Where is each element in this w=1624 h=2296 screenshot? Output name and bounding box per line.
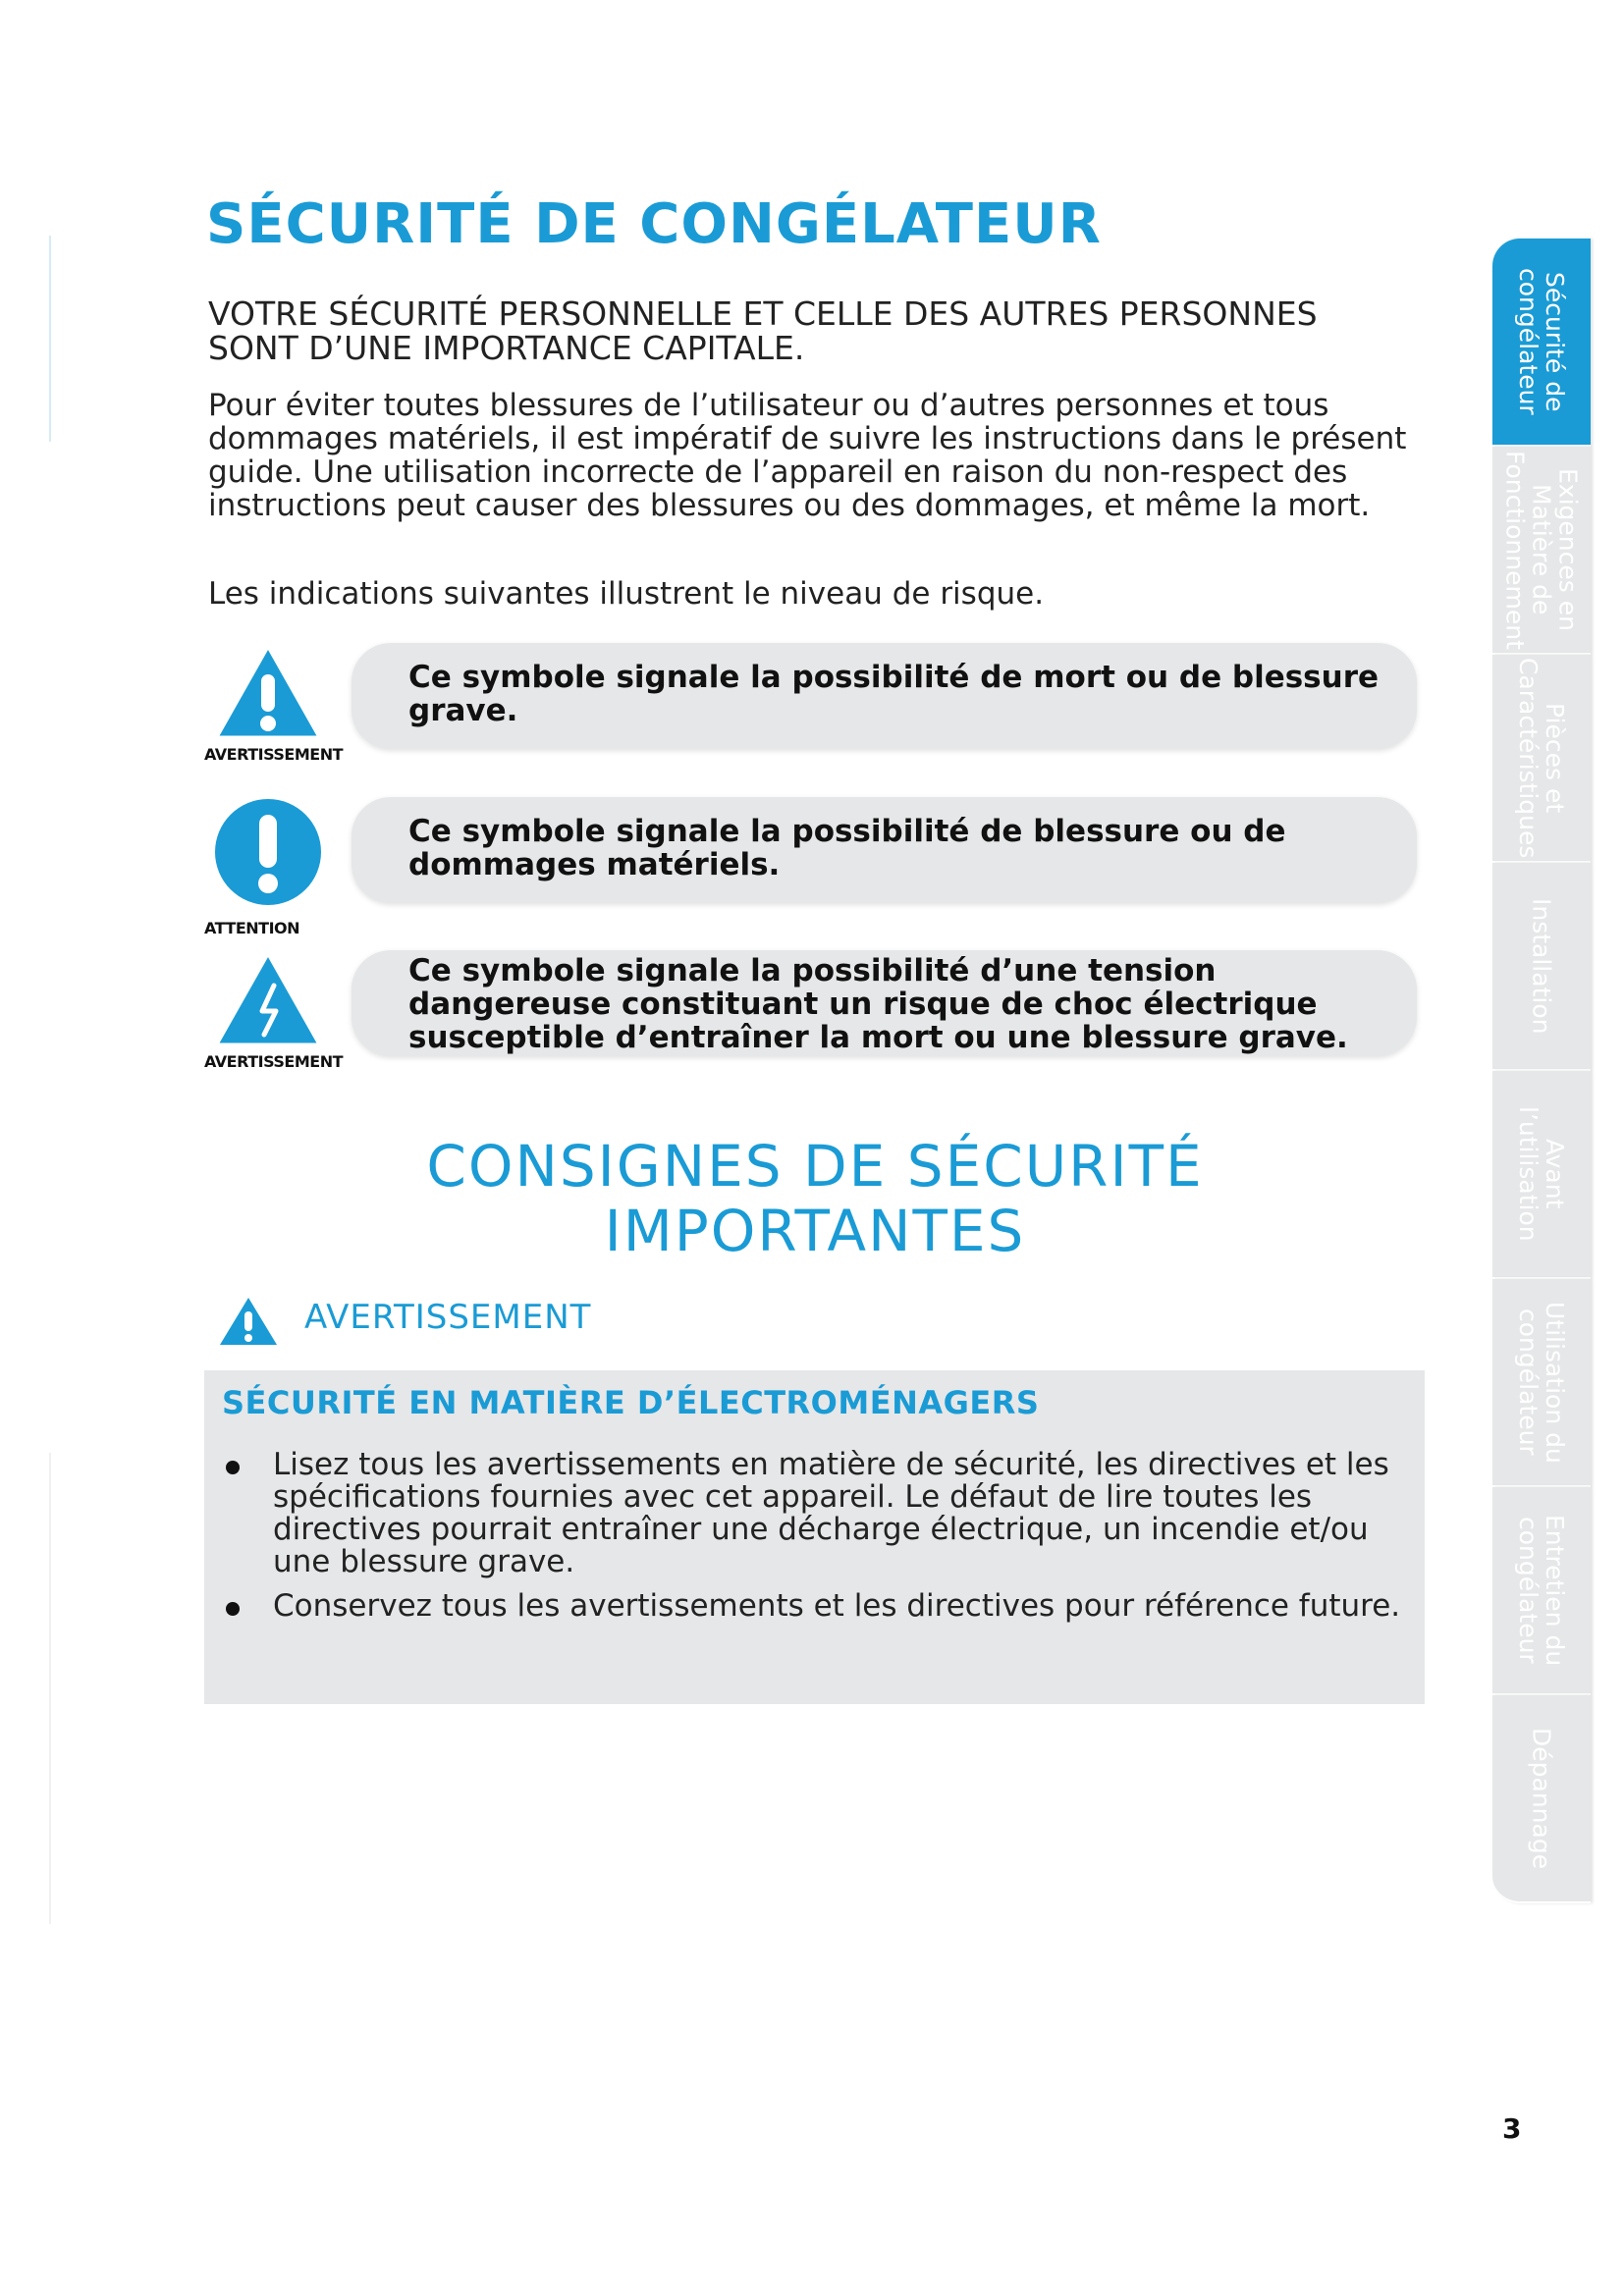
electric-shock-triangle-icon: [213, 950, 323, 1048]
page-number: 3: [1502, 2112, 1522, 2145]
tab-label: Installation: [1527, 897, 1556, 1035]
tab-depannage[interactable]: [1492, 1695, 1591, 1903]
symbol-caption: AVERTISSEMENT: [204, 1052, 343, 1071]
tab-label: Utilisation du congélateur: [1514, 1301, 1569, 1464]
symbol-column: [204, 797, 332, 937]
symbol-row-attention: [204, 797, 1422, 937]
list-item-text: Conservez tous les avertissements et les directives pour référence future.: [273, 1588, 1401, 1624]
page-subtitle: VOTRE SÉCURITÉ PERSONNELLE ET CELLE DES AUTRES PERSONNES SONT D’UNE IMPORTANCE CAPITALE.: [208, 294, 1318, 367]
warning-triangle-icon: [213, 643, 323, 741]
tab-utilisation[interactable]: [1492, 1279, 1591, 1487]
symbol-column: [204, 643, 343, 764]
safety-bullet-list: [204, 1449, 1407, 1634]
symbol-description-panel: [352, 797, 1417, 903]
tab-label: Exigences en Matière de Fonctionnement: [1500, 450, 1583, 650]
tab-label: Avant l’utilisation: [1514, 1106, 1569, 1242]
section-title: [196, 1134, 1434, 1263]
list-item: [204, 1590, 1407, 1623]
tab-installation[interactable]: [1492, 863, 1591, 1071]
tab-label: Pièces et Caractéristiques: [1514, 657, 1569, 859]
symbol-description: Ce symbole signale la possibilité de blessure ou de dommages matériels.: [408, 814, 1286, 882]
section-title-line2: IMPORTANTES: [604, 1198, 1026, 1264]
symbol-caption: ATTENTION: [204, 919, 300, 937]
tab-avant[interactable]: [1492, 1071, 1591, 1279]
tab-label: Entretien du congélateur: [1514, 1514, 1569, 1667]
tab-securite[interactable]: [1492, 239, 1591, 447]
page-title: SÉCURITÉ DE CONGÉLATEUR: [206, 192, 1102, 256]
tab-pieces[interactable]: [1492, 655, 1591, 863]
tab-exigences[interactable]: [1492, 447, 1591, 655]
bullet-icon: [226, 1461, 240, 1474]
symbol-column: [204, 950, 343, 1071]
symbol-row-warning: [204, 643, 1422, 764]
appliance-safety-title: SÉCURITÉ EN MATIÈRE D’ÉLECTROMÉNAGERS: [222, 1384, 1040, 1421]
margin-rule: [49, 1453, 51, 1924]
tab-entretien[interactable]: [1492, 1487, 1591, 1695]
list-item-text: Lisez tous les avertissements en matière de sécurité, les directives et les spécifications fournies avec cet appareil. Le défaut de lire toutes les directives pourrait entraîner une décharge électrique, un incendie et/ou une blessure grave.: [273, 1447, 1389, 1579]
symbol-row-electric: [204, 950, 1422, 1071]
intro-paragraph: Pour éviter toutes blessures de l’utilisateur ou d’autres personnes et tous dommages matériels, il est impératif de suivre les instructions dans le présent guide. Une utilisation incorrecte de l’appareil en raison du non-respect des instructions peut causer des blessures ou des dommages, et même la mort.: [208, 388, 1407, 523]
attention-circle-icon: [213, 797, 323, 907]
list-item: [204, 1449, 1407, 1578]
section-title-line1: CONSIGNES DE SÉCURITÉ: [426, 1133, 1204, 1200]
warning-triangle-icon: [218, 1296, 279, 1347]
symbol-caption: AVERTISSEMENT: [204, 745, 343, 764]
bullet-icon: [226, 1602, 240, 1616]
symbol-description-panel: [352, 643, 1417, 749]
appliance-safety-box: [204, 1370, 1425, 1704]
risk-levels-intro: Les indications suivantes illustrent le niveau de risque.: [208, 576, 1045, 612]
symbol-description: Ce symbole signale la possibilité de mort ou de blessure grave.: [408, 660, 1380, 728]
tab-label: Sécurité de congélateur: [1514, 268, 1569, 415]
symbol-description: Ce symbole signale la possibilité d’une tension dangereuse constituant un risque de choc électrique susceptible d’entraîner la mort ou une blessure grave.: [408, 953, 1348, 1055]
tab-label: Dépannage: [1527, 1727, 1556, 1870]
symbol-description-panel: [352, 950, 1417, 1056]
warning-label: AVERTISSEMENT: [304, 1298, 592, 1337]
margin-rule: [49, 236, 51, 442]
